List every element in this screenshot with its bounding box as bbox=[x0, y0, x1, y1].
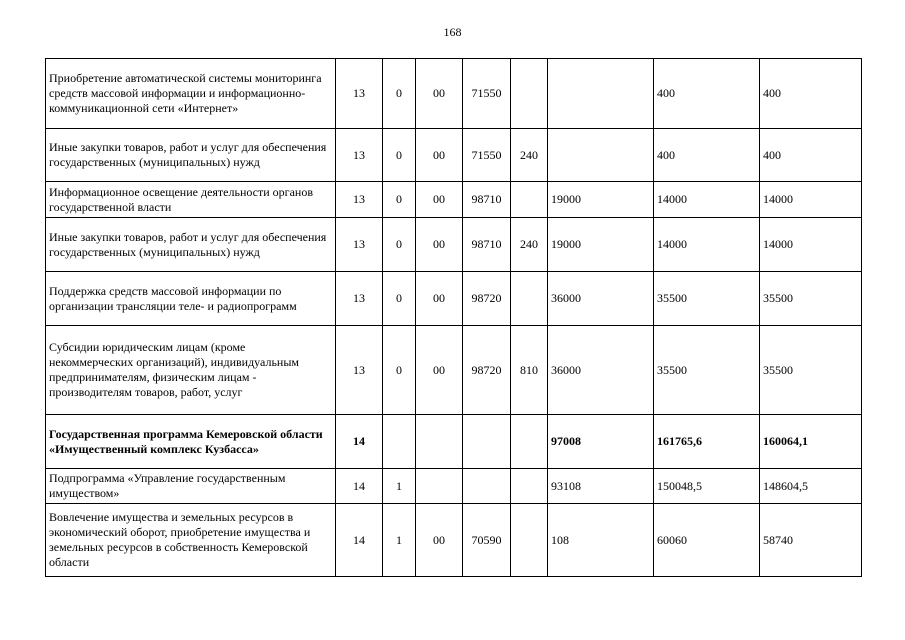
amount-year-3: 160064,1 bbox=[760, 415, 862, 469]
section-code: 13 bbox=[336, 59, 383, 129]
amount-year-1: 36000 bbox=[548, 272, 654, 326]
row-name: Приобретение автоматической системы мониторинга средств массовой информации и информационно-коммуникационной сети «Интернет» bbox=[46, 59, 336, 129]
direction-code: 00 bbox=[416, 182, 463, 218]
type-code bbox=[511, 59, 548, 129]
amount-year-1: 93108 bbox=[548, 469, 654, 504]
section-code: 13 bbox=[336, 129, 383, 182]
table-row bbox=[46, 504, 862, 577]
section-code: 13 bbox=[336, 182, 383, 218]
expense-code: 98720 bbox=[463, 272, 511, 326]
amount-year-1: 108 bbox=[548, 504, 654, 577]
amount-year-2: 35500 bbox=[654, 272, 760, 326]
subprogram-code: 0 bbox=[383, 272, 416, 326]
budget-table bbox=[45, 58, 862, 577]
type-code bbox=[511, 415, 548, 469]
direction-code bbox=[416, 469, 463, 504]
table-row bbox=[46, 415, 862, 469]
direction-code: 00 bbox=[416, 129, 463, 182]
table-row bbox=[46, 272, 862, 326]
amount-year-1 bbox=[548, 59, 654, 129]
subprogram-code: 1 bbox=[383, 504, 416, 577]
row-name: Иные закупки товаров, работ и услуг для обеспечения государственных (муниципальных) нужд bbox=[46, 129, 336, 182]
amount-year-2: 161765,6 bbox=[654, 415, 760, 469]
direction-code: 00 bbox=[416, 326, 463, 415]
expense-code bbox=[463, 415, 511, 469]
row-name: Поддержка средств массовой информации по организации трансляции теле- и радиопрограмм bbox=[46, 272, 336, 326]
table-row bbox=[46, 59, 862, 129]
amount-year-3: 400 bbox=[760, 129, 862, 182]
amount-year-2: 60060 bbox=[654, 504, 760, 577]
amount-year-2: 14000 bbox=[654, 182, 760, 218]
section-code: 14 bbox=[336, 504, 383, 577]
table-row bbox=[46, 469, 862, 504]
amount-year-1: 19000 bbox=[548, 218, 654, 272]
subprogram-code: 1 bbox=[383, 469, 416, 504]
expense-code: 71550 bbox=[463, 129, 511, 182]
type-code bbox=[511, 469, 548, 504]
direction-code: 00 bbox=[416, 504, 463, 577]
amount-year-2: 150048,5 bbox=[654, 469, 760, 504]
subprogram-code: 0 bbox=[383, 129, 416, 182]
type-code bbox=[511, 504, 548, 577]
direction-code bbox=[416, 415, 463, 469]
amount-year-1: 36000 bbox=[548, 326, 654, 415]
subprogram-code: 0 bbox=[383, 218, 416, 272]
amount-year-2: 35500 bbox=[654, 326, 760, 415]
amount-year-3: 400 bbox=[760, 59, 862, 129]
row-name: Иные закупки товаров, работ и услуг для обеспечения государственных (муниципальных) нужд bbox=[46, 218, 336, 272]
expense-code: 98720 bbox=[463, 326, 511, 415]
amount-year-3: 14000 bbox=[760, 182, 862, 218]
direction-code: 00 bbox=[416, 272, 463, 326]
table-body bbox=[46, 59, 862, 577]
page-number: 168 bbox=[443, 25, 462, 39]
direction-code: 00 bbox=[416, 59, 463, 129]
row-name: Подпрограмма «Управление государственным имуществом» bbox=[46, 469, 336, 504]
expense-code: 98710 bbox=[463, 218, 511, 272]
amount-year-2: 400 bbox=[654, 59, 760, 129]
amount-year-1: 19000 bbox=[548, 182, 654, 218]
table-row bbox=[46, 326, 862, 415]
row-name: Государственная программа Кемеровской области «Имущественный комплекс Кузбасса» bbox=[46, 415, 336, 469]
section-code: 14 bbox=[336, 469, 383, 504]
amount-year-1: 97008 bbox=[548, 415, 654, 469]
table-row bbox=[46, 129, 862, 182]
amount-year-3: 35500 bbox=[760, 272, 862, 326]
expense-code: 70590 bbox=[463, 504, 511, 577]
amount-year-1 bbox=[548, 129, 654, 182]
section-code: 13 bbox=[336, 218, 383, 272]
row-name: Субсидии юридическим лицам (кроме некоммерческих организаций), индивидуальным предпринимателям, физическим лицам - производителям товаров, работ, услуг bbox=[46, 326, 336, 415]
section-code: 13 bbox=[336, 272, 383, 326]
expense-code: 71550 bbox=[463, 59, 511, 129]
row-name: Вовлечение имущества и земельных ресурсов в экономический оборот, приобретение имущества и земельных ресурсов в собственность Кемеровской области bbox=[46, 504, 336, 577]
subprogram-code: 0 bbox=[383, 182, 416, 218]
expense-code bbox=[463, 469, 511, 504]
expense-code: 98710 bbox=[463, 182, 511, 218]
amount-year-3: 35500 bbox=[760, 326, 862, 415]
type-code bbox=[511, 272, 548, 326]
subprogram-code: 0 bbox=[383, 59, 416, 129]
section-code: 14 bbox=[336, 415, 383, 469]
amount-year-2: 400 bbox=[654, 129, 760, 182]
direction-code: 00 bbox=[416, 218, 463, 272]
section-code: 13 bbox=[336, 326, 383, 415]
amount-year-2: 14000 bbox=[654, 218, 760, 272]
subprogram-code bbox=[383, 415, 416, 469]
type-code bbox=[511, 182, 548, 218]
amount-year-3: 58740 bbox=[760, 504, 862, 577]
table-row bbox=[46, 182, 862, 218]
row-name: Информационное освещение деятельности органов государственной власти bbox=[46, 182, 336, 218]
subprogram-code: 0 bbox=[383, 326, 416, 415]
type-code: 240 bbox=[511, 218, 548, 272]
amount-year-3: 14000 bbox=[760, 218, 862, 272]
type-code: 240 bbox=[511, 129, 548, 182]
type-code: 810 bbox=[511, 326, 548, 415]
amount-year-3: 148604,5 bbox=[760, 469, 862, 504]
table-row bbox=[46, 218, 862, 272]
